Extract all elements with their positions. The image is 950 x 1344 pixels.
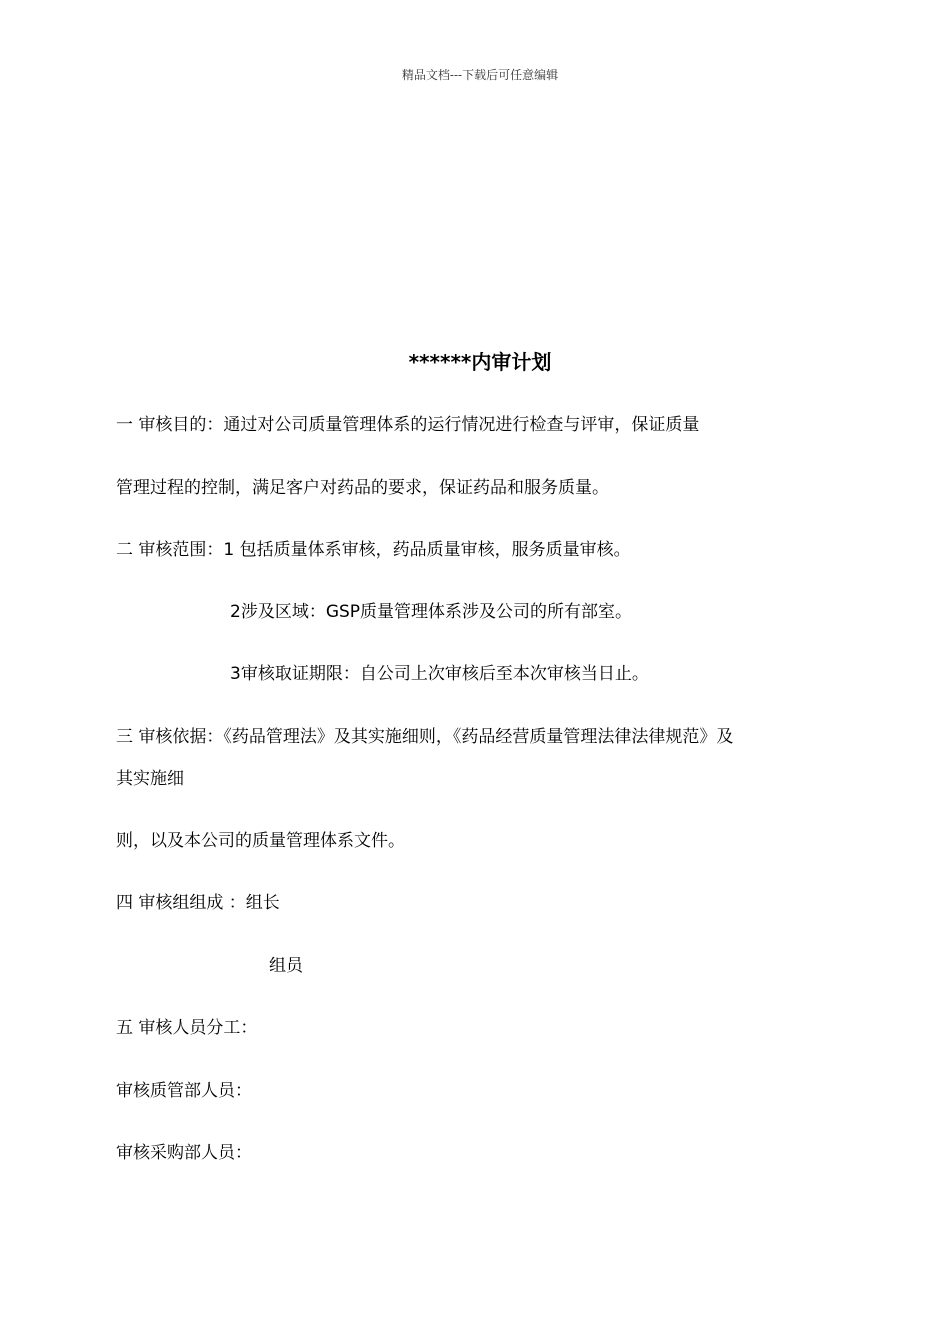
purpose-line-1: 一 审核目的：通过对公司质量管理体系的运行情况进行检查与评审，保证质量 — [116, 415, 700, 435]
division-line-3: 审核采购部人员： — [116, 1143, 252, 1163]
scope-line-3: 3审核取证期限：自公司上次审核后至本次审核当日止。 — [230, 664, 649, 684]
division-line-2: 审核质管部人员： — [116, 1081, 252, 1101]
scope-line-1: 二 审核范围：1 包括质量体系审核，药品质量审核，服务质量审核。 — [116, 540, 631, 560]
team-line-1: 四 审核组组成 ：组长 — [116, 893, 280, 913]
division-line-1: 五 审核人员分工： — [116, 1018, 258, 1038]
purpose-line-2: 管理过程的控制，满足客户对药品的要求，保证药品和服务质量。 — [116, 478, 609, 498]
page-header-note: 精品文档---下载后可任意编辑 — [401, 68, 559, 82]
scope-line-2: 2涉及区域：GSP质量管理体系涉及公司的所有部室。 — [230, 602, 633, 622]
basis-line-1: 三 审核依据：《药品管理法》及其实施细则，《药品经营质量管理法律法律规范》及 — [116, 727, 734, 747]
document-title: ******内审计划 — [408, 350, 552, 374]
basis-line-3: 则，以及本公司的质量管理体系文件。 — [116, 831, 405, 851]
basis-line-2: 其实施细 — [116, 769, 184, 789]
team-line-2: 组员 — [269, 956, 303, 976]
